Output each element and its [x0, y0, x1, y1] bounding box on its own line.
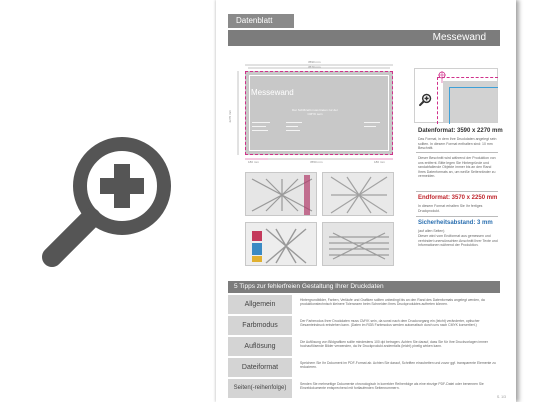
zoom-in-icon[interactable] [30, 128, 180, 278]
tip-row [228, 358, 500, 377]
datasheet-page [216, 0, 516, 402]
photo-frame-collapsed [322, 222, 394, 266]
tip-label: Dateiformat [228, 358, 292, 377]
photo-frame-folded [245, 222, 317, 266]
print-area-title: Messewand [251, 88, 294, 97]
tip-text: Der Farbmodus Ihrer Druckdaten muss CMYK sein, da sonst nach dem Druckvorgang ein (leicht) veränderter, optischer Gesamteindruck entstehen kann. (Daten im RGB Farbmodus werden automatisch durch uns nach CMYK konvertiert.) [300, 319, 480, 328]
safety-heading: Sicherheitsabstand: 3 mm [418, 220, 493, 226]
tip-text: Hintergrundbilder, Farben, Verläufe und Grafiken sollten unbedingt bis an den Rand des Datenformats angelegt werden, da produktionstechnisch kleinere Toleranzen beim Schneiden Ihres Druckproduktes auftreten können. [300, 298, 485, 307]
photo-frame-front [245, 172, 317, 216]
tip-text: Senden Sie mehrseitige Dokumente chronologisch in korrekter Reihenfolge als eine einzige PDF-Datei oder benennen Sie Einzeldokumente entsprechend mit fortlaufenden Seitennummern. [300, 382, 484, 391]
tips-banner: 5 Tipps zur fehlerfreien Gestaltung Ihrer Druckdaten [228, 281, 500, 293]
tip-label: Farbmodus [228, 316, 292, 335]
product-title-banner: Messewand [228, 30, 500, 46]
tip-text: Speichern Sie Ihr Dokument im PDF-Format ab. Achten Sie darauf, Schriften einzubetten und zuvor ggf. transparente Elemente zu reduzieren. [300, 361, 496, 370]
tip-row [228, 295, 500, 314]
dim-bottom-left: 180 mm [248, 160, 259, 164]
zoom-in-icon [418, 93, 432, 107]
data-format-heading: Datenformat: 3590 x 2270 mm [418, 128, 503, 134]
print-area [245, 71, 393, 155]
template-drawing [228, 62, 398, 166]
print-area-subtitle: Der Schiftzeilt muss bieten zur der CMYK sein [292, 108, 338, 116]
safety-text: Dieser wird vom Endformat aus gemessen und verhindert unerwünschten Anschnitt Ihrer Texte und Informationen während der Produktion. [418, 234, 498, 247]
tip-row [228, 379, 500, 398]
dim-bottom-mid: 3550 mm [310, 160, 323, 164]
end-format-heading: Endformat: 3570 x 2250 mm [418, 195, 498, 201]
tip-label: Auflösung [228, 337, 292, 356]
dim-left: 2270 mm [228, 110, 232, 123]
end-format-text: In diesem Format erhalten Sie Ihr fertiges Druckprodukt. [418, 204, 483, 213]
tip-text: Die Auflösung von Bildgrafiken sollte mindestens 100 dpi betragen. Achten Sie darauf, dass Sie für Ihre Druckvorlagen immer hochauflösende Bilder verwenden, da Ihr Druckprodukt andernfalls (leicht) pixelig wirken kann. [300, 340, 488, 349]
tip-label: Allgemein [228, 295, 292, 314]
tip-label: Seiten(-reihenfolge) [228, 379, 292, 398]
dim-bottom-right: 180 mm [374, 160, 385, 164]
crosshair-marker-icon [437, 71, 447, 83]
corner-detail [414, 68, 498, 123]
tip-row [228, 337, 500, 356]
photo-frame-angle [322, 172, 394, 216]
page-number: S. 1/3 [496, 395, 506, 399]
dim-top-outer: 3590 mm [308, 60, 321, 64]
dim-top-inner: 3570 mm [308, 65, 321, 69]
tip-row [228, 316, 500, 335]
data-format-text: Das Format, in dem Ihre Druckdaten angelegt sein sollten. In diesem Format enthalten sind: 10 mm Beschnitt. [418, 137, 497, 150]
bleed-text: Dieser Beschnitt wird während der Produktion von uns entfernt. Bitte legen Sie Hintergründe und randabfallende Objekte immer bis an den Rand Ihres Datenformats an, um weiße Seitenränder zu vermeiden. [418, 156, 496, 178]
safety-sub: (auf allen Seiten) [418, 229, 445, 233]
datasheet-tag: Datenblatt [228, 14, 294, 28]
